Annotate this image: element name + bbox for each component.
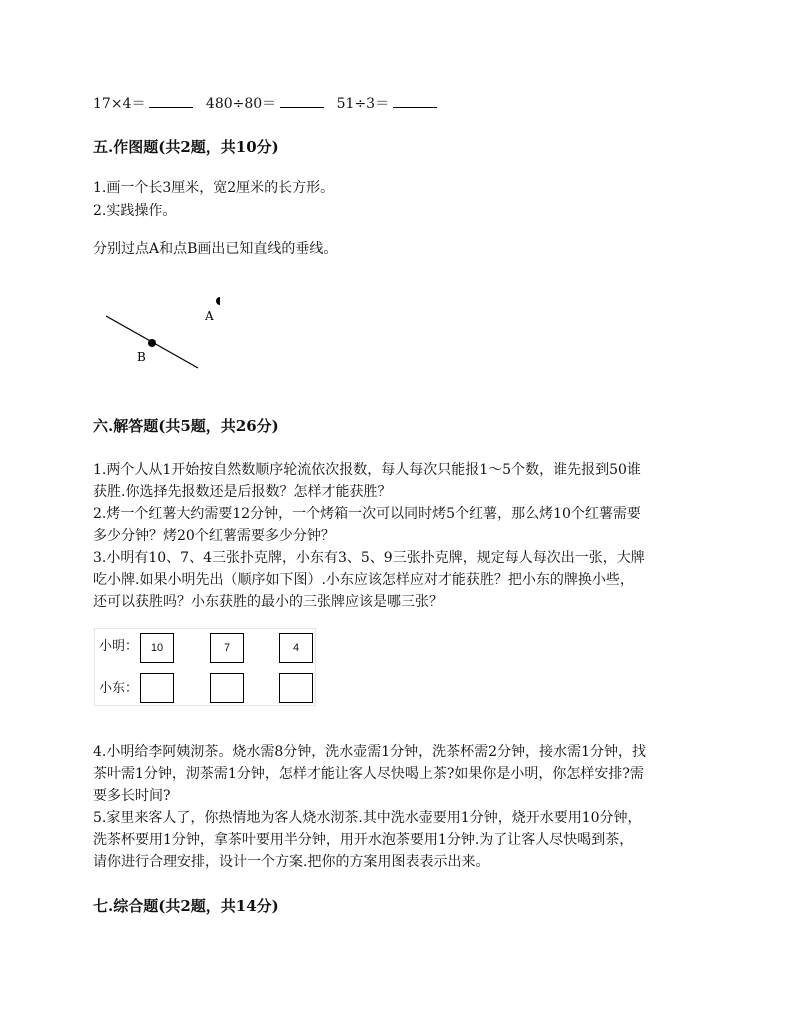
card-table [94, 628, 316, 706]
s6-q3-line1: 3.小明有10、7、4三张扑克牌，小东有3、5、9三张扑克牌，规定每人每次出一张，大牌 [93, 550, 645, 566]
s5-question-2: 2.实践操作。 [93, 203, 177, 219]
section-6-title: 六.解答题(共5题，共26分) [93, 417, 279, 435]
s6-q5-line3: 请你进行合理安排，设计一个方案.把你的方案用图表表示出来。 [93, 854, 490, 870]
answer-blank-3[interactable] [393, 93, 437, 108]
s6-q4-line3: 要多长时间? [93, 788, 171, 804]
xiaodong-label: 小东： [99, 681, 139, 696]
point-a-label: A [205, 309, 214, 323]
section-5-title: 五.作图题(共2题，共10分) [93, 138, 279, 156]
s6-q2-line2: 多少分钟？烤20个红薯需要多少分钟？ [93, 528, 335, 544]
answer-blank-1[interactable] [149, 93, 193, 108]
xiaodong-card-slot-2[interactable] [210, 673, 244, 703]
line-points-figure [100, 290, 220, 380]
xiaoming-card-1: 10 [140, 633, 174, 663]
point-a-dot [216, 297, 220, 305]
s6-q3-line3: 还可以获胜吗？小东获胜的最小的三张牌应该是哪三张？ [93, 594, 443, 610]
equation-3: 51÷3＝ [336, 96, 390, 112]
s5-question-2-instruction: 分别过点A和点B画出已知直线的垂线。 [93, 241, 338, 257]
s6-q5-line1: 5.家里来客人了，你热情地为客人烧水沏茶.其中洗水壶要用1分钟，烧开水要用10分钟， [93, 810, 642, 826]
arithmetic-row [93, 92, 445, 116]
xiaoming-label: 小明： [99, 639, 139, 654]
answer-blank-2[interactable] [280, 93, 324, 108]
s6-q1-line1: 1.两个人从1开始按自然数顺序轮流依次报数，每人每次只能报1～5个数，谁先报到50谁 [93, 462, 641, 478]
point-b-dot [148, 339, 156, 347]
s6-q1-line2: 获胜.你选择先报数还是后报数？怎样才能获胜？ [93, 484, 392, 500]
s5-question-1: 1.画一个长3厘米，宽2厘米的长方形。 [93, 180, 335, 196]
xiaoming-card-2: 7 [210, 633, 244, 663]
s6-q3-line2: 吃小牌.如果小明先出（顺序如下图）.小东应该怎样应对才能获胜？把小东的牌换小些， [93, 572, 634, 588]
s6-q5-line2: 洗茶杯要用1分钟，拿茶叶要用半分钟，用开水泡茶要用1分钟.为了让客人尽快喝到茶， [93, 832, 634, 848]
xiaodong-card-slot-3[interactable] [279, 673, 313, 703]
point-b-label: B [137, 350, 146, 364]
xiaodong-card-slot-1[interactable] [140, 673, 174, 703]
equation-1: 17×4＝ [93, 96, 146, 112]
equation-2: 480÷80＝ [205, 96, 277, 112]
s6-q4-line1: 4.小明给李阿姨沏茶。烧水需8分钟，洗水壶需1分钟，洗茶杯需2分钟，接水需1分钟，找 [93, 744, 646, 760]
s6-q2-line1: 2.烤一个红薯大约需要12分钟，一个烤箱一次可以同时烤5个红薯，那么烤10个红薯需要 [93, 506, 641, 522]
s6-q4-line2: 茶叶需1分钟，沏茶需1分钟，怎样才能让客人尽快喝上茶?如果你是小明，你怎样安排?需 [93, 766, 644, 782]
section-7-title: 七.综合题(共2题，共14分) [93, 897, 279, 915]
xiaoming-card-3: 4 [279, 633, 313, 663]
